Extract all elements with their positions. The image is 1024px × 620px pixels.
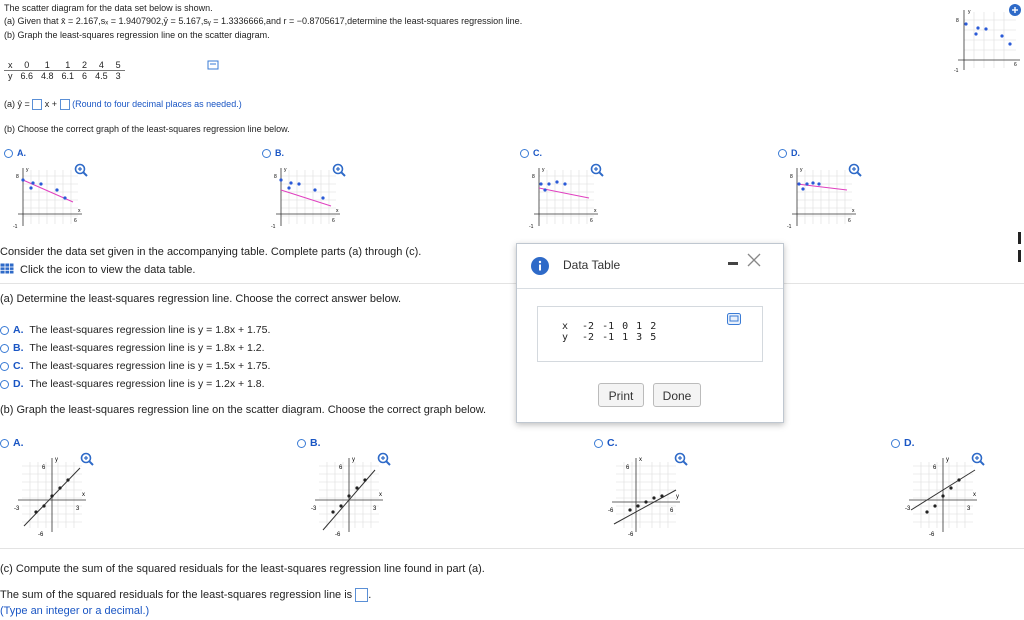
y-axis-label: x [639,457,642,463]
cell: 5 [650,332,657,343]
data-point [660,494,663,497]
grid [797,170,852,224]
part-b-prompt: (b) Graph the least-squares regression line on the scatter diagram. Choose the correct graph below. [0,404,487,416]
top-part-b: (b) Choose the correct graph of the least-squares regression line below. [4,124,290,134]
cell: 4 [98,60,104,70]
data-point [941,494,944,497]
option-label: C. [607,437,618,449]
top-option-d[interactable] [778,148,800,158]
cell: 5 [115,60,121,70]
graph-d [905,452,981,538]
x-axis-label: x [78,208,81,214]
data-point [279,178,282,181]
x-neg-tick: -6 [608,508,614,514]
top-option-c[interactable] [520,148,542,158]
graph-option-a[interactable] [0,437,24,449]
minimize-icon[interactable] [728,262,738,265]
data-point [984,27,987,30]
top-option-b[interactable] [262,148,284,158]
y-label: y [562,332,569,343]
part-a-prompt: (a) Determine the least-squares regression line. Choose the correct answer below. [0,293,402,305]
data-point [363,478,366,481]
cell: 1 [44,60,50,70]
y-axis-label: y [542,167,545,173]
data-point [42,504,45,507]
x-axis-label: y [676,494,679,500]
neg-tick: -1 [787,224,792,230]
y-tick: 6 [42,465,46,471]
x-neg-tick: -3 [311,506,317,512]
data-point [289,181,292,184]
radio[interactable] [0,344,9,353]
info-icon [531,257,549,275]
y-tick: 8 [532,174,535,180]
data-point [925,510,928,513]
choice-a[interactable] [0,324,270,336]
x-tick: 6 [332,218,335,224]
divider [0,548,1024,549]
data-point [644,500,647,503]
option-label: C. [533,148,542,158]
data-point [933,504,936,507]
zoom-icon[interactable] [674,452,688,466]
dialog-header [517,244,783,289]
answer-prefix: (a) ŷ = [4,99,30,109]
choice-text: The least-squares regression line is y = 1.8x + 1.75. [29,324,271,336]
cell: -1 [602,321,615,332]
y-tick: 6 [339,465,343,471]
neg-tick: -1 [271,224,276,230]
radio[interactable] [0,326,9,335]
choice-text: The least-squares regression line is y = 1.8x + 1.2. [29,342,265,354]
y-tick: 8 [956,18,959,24]
x-tick: 3 [76,506,80,512]
answer-mid: x + [44,99,58,109]
y-tick: 8 [16,174,19,180]
data-point [347,494,350,497]
data-point [817,182,820,185]
edge-marker [1018,250,1021,262]
top-line-1: The scatter diagram for the data set below is shown. [4,3,213,13]
radio[interactable] [778,149,787,158]
x-axis-label: x [973,492,976,498]
y-axis-label: y [946,457,949,463]
zoom-icon[interactable] [377,452,391,466]
top-data-table [4,60,125,81]
cell: -2 [582,321,595,332]
data-point [949,486,952,489]
data-point [801,187,804,190]
data-point [313,188,316,191]
option-label: B. [275,148,284,158]
copy-table-icon[interactable] [207,60,219,70]
cell: 6.1 [61,71,75,81]
type-hint: (Type an integer or a decimal.) [0,605,150,617]
zoom-icon[interactable] [971,452,985,466]
graph-b [311,452,387,538]
option-label: D. [904,437,915,449]
y-neg-tick: -6 [335,532,341,538]
data-point [539,182,542,185]
cell: 6 [82,71,88,81]
cell: 0 [622,321,629,332]
cell: 0 [24,60,30,70]
cell: 6.6 [20,71,34,81]
x-axis-label: x [852,208,855,214]
regression-line [614,490,676,524]
data-point [957,478,960,481]
data-point [1008,42,1011,45]
cell: 2 [650,321,657,332]
cell: 2 [82,60,88,70]
neg-tick: -1 [529,224,534,230]
cell: 1 [65,60,71,70]
x-tick: 3 [373,506,377,512]
graph-a [14,452,90,538]
done-button[interactable]: Done [653,383,701,407]
neg-tick: -1 [954,68,959,74]
choice-label: A. [13,324,24,336]
x-axis-label: x [379,492,382,498]
data-table-dialog [516,243,784,423]
x-label: x [8,60,13,70]
view-data-table-link[interactable] [0,263,195,276]
edge-marker [1018,232,1021,244]
choice-text: The least-squares regression line is y = 1.2x + 1.8. [29,378,265,390]
radio[interactable] [0,380,9,389]
grid [281,170,336,224]
x-tick: 6 [1014,62,1017,68]
cell: 4.5 [95,71,108,81]
x-neg-tick: -3 [14,506,20,512]
sum-label: The sum of the squared residuals for the least-squares regression line is [0,588,353,601]
data-point [63,196,66,199]
y-tick: 8 [790,174,793,180]
cell: -1 [602,332,615,343]
data-point [636,504,639,507]
problem-intro: Consider the data set given in the accompanying table. Complete parts (a) through (c). [0,246,422,258]
zoom-icon[interactable] [590,163,604,177]
option-label: B. [310,437,321,449]
part-c-prompt: (c) Compute the sum of the squared residuals for the least-squares regression line found in part (a). [0,563,485,575]
graph-option-c[interactable] [594,437,618,449]
data-point [55,188,58,191]
data-point [21,178,24,181]
y-axis-label: y [968,9,971,15]
y-axis-label: y [55,457,58,463]
data-point [563,182,566,185]
data-point [805,182,808,185]
x-neg-tick: -3 [905,506,911,512]
graph-option-d[interactable] [891,437,915,449]
data-point [297,182,300,185]
graph-option-b[interactable] [297,437,321,449]
choice-label: B. [13,342,24,354]
choice-text: The least-squares regression line is y = 1.5x + 1.75. [29,360,271,372]
data-point [1000,34,1003,37]
data-point [797,182,800,185]
cell: 1 [636,321,643,332]
option-label: D. [791,148,800,158]
zoom-icon[interactable] [80,452,94,466]
option-label: A. [13,437,24,449]
zoom-icon[interactable] [848,163,862,177]
radio[interactable] [297,439,306,448]
y-label: y [8,71,13,81]
x-label: x [562,321,569,332]
print-button[interactable]: Print [598,383,644,407]
x-axis-label: x [336,208,339,214]
sum-line: The sum of the squared residuals for the least-squares regression line is . [0,588,372,601]
data-point [628,508,631,511]
radio[interactable] [0,362,9,371]
y-tick: 6 [626,465,630,471]
zoom-icon[interactable] [332,163,346,177]
top-line-2: (a) Given that x̄ = 2.167,sₓ = 1.9407902,ȳ = 5.167,sᵧ = 1.3336666,and r = −0.8705617,determine the least-squares regression line. [4,16,523,26]
data-point [29,186,32,189]
x-tick: 3 [967,506,971,512]
sum-residuals-input[interactable] [355,588,368,602]
close-icon[interactable] [745,251,763,269]
data-point [39,182,42,185]
radio[interactable] [4,149,13,158]
y-tick: 6 [933,465,937,471]
grid [23,170,78,224]
zoom-icon[interactable] [1008,3,1022,17]
y-axis-label: y [800,167,803,173]
cell: 3 [636,332,643,343]
radio[interactable] [594,439,603,448]
data-point [652,496,655,499]
data-point [50,494,53,497]
data-point [287,186,290,189]
y-neg-tick: -6 [628,532,634,538]
table-icon[interactable] [0,263,14,274]
answer-line [4,99,242,110]
choice-label: D. [13,378,24,390]
data-point [321,196,324,199]
copy-table-icon[interactable] [727,313,741,325]
graph-c [608,452,684,538]
view-table-label: Click the icon to view the data table. [20,264,196,276]
dialog-data-table [558,321,660,343]
option-label: A. [17,148,26,158]
slope-input[interactable] [32,99,42,110]
data-point [976,26,979,29]
x-tick: 6 [590,218,593,224]
choice-label: C. [13,360,24,372]
data-point [34,510,37,513]
x-axis-label: x [594,208,597,214]
top-line-3: (b) Graph the least-squares regression line on the scatter diagram. [4,30,270,40]
x-tick: 6 [670,508,674,514]
radio[interactable] [262,149,271,158]
intercept-input[interactable] [60,99,70,110]
data-point [555,180,558,183]
zoom-icon[interactable] [74,163,88,177]
data-point [31,181,34,184]
choice-b[interactable] [0,342,265,354]
data-point [543,188,546,191]
round-hint: (Round to four decimal places as needed.) [72,99,242,109]
y-neg-tick: -6 [38,532,44,538]
divider [0,283,1024,284]
radio[interactable] [520,149,529,158]
cell: -2 [582,332,595,343]
dialog-title: Data Table [563,258,621,272]
cell: 3 [115,71,121,81]
cell: 1 [622,332,629,343]
choice-c[interactable] [0,360,270,372]
data-point [331,510,334,513]
choice-d[interactable] [0,378,265,390]
x-axis-label: x [82,492,85,498]
radio[interactable] [891,439,900,448]
x-tick: 6 [848,218,851,224]
top-option-a[interactable] [4,148,26,158]
data-point [547,182,550,185]
y-axis-label: y [284,167,287,173]
data-point [355,486,358,489]
y-axis-label: y [26,167,29,173]
data-point [58,486,61,489]
cell: 4.8 [41,71,54,81]
neg-tick: -1 [13,224,18,230]
dialog-table-box [537,306,763,362]
data-point [811,181,814,184]
data-point [339,504,342,507]
data-point [964,22,967,25]
y-neg-tick: -6 [929,532,935,538]
y-axis-label: y [352,457,355,463]
data-point [974,32,977,35]
radio[interactable] [0,439,9,448]
data-point [66,478,69,481]
x-tick: 6 [74,218,77,224]
y-tick: 8 [274,174,277,180]
